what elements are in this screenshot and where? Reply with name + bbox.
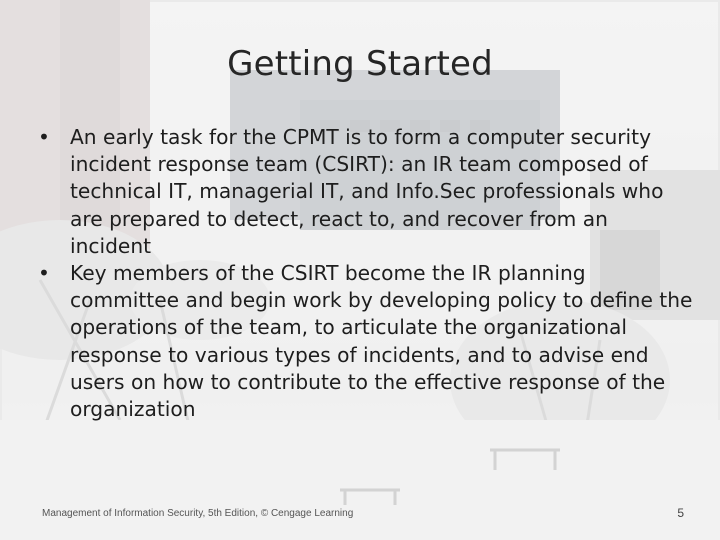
bullet-item <box>34 260 694 423</box>
slide-footer: Management of Information Security, 5th Edition, © Cengage Learning <box>42 508 354 519</box>
bullet-dot: • <box>38 261 50 286</box>
bullet-item <box>34 124 694 260</box>
bullet-list <box>34 124 694 423</box>
bullet-text: An early task for the CPMT is to form a computer security incident response team (CSIRT): an IR team composed of technical IT, managerial IT, and Info.Sec professionals who are prepared to detect, react to, and recover from an incident <box>70 125 664 258</box>
page-number: 5 <box>677 506 684 520</box>
bullet-dot: • <box>38 125 50 149</box>
slide-title: Getting Started <box>227 44 493 84</box>
bullet-text: Key members of the CSIRT become the IR planning committee and begin work by developing policy to define the operations of the team, to articulate the organizational response to various types of incidents, and to advise end users on how to contribute to the effective response of the organization <box>70 261 693 422</box>
